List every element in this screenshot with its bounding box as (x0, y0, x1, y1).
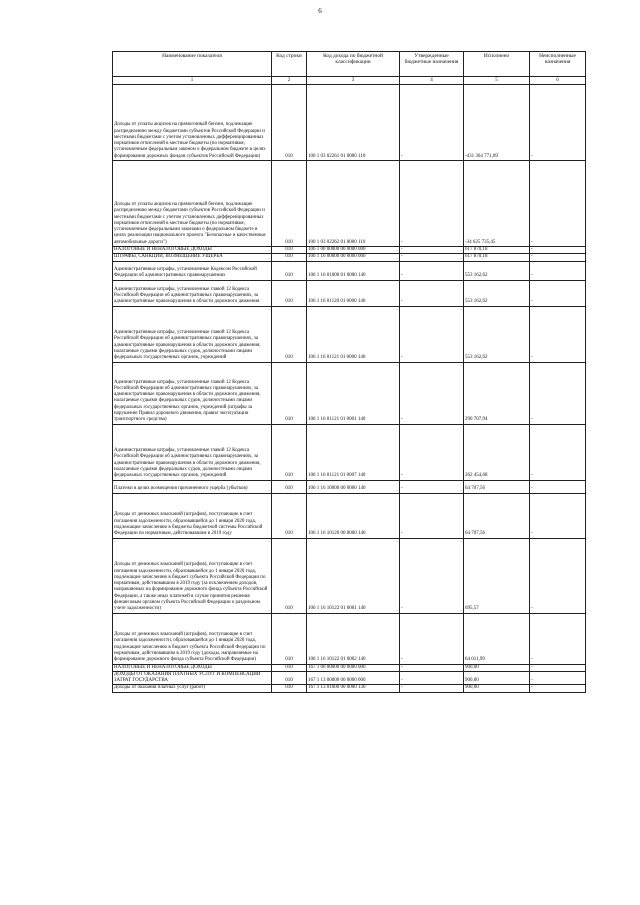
row-name: Доходы от денежных взысканий (штрафов), поступающие в счет погашения задолженности, образовавшейся до 1 января 2020 года, подлежащие зачислению в бюджет субъекта Российской Федерации по нормативам, действовавшим в 2019 году (доходы, направляемые на формирование дорожного фонда субъекта Российской Федерации) (113, 613, 272, 664)
row-executed: 900,00 (464, 664, 530, 671)
row-unexecuted: - (530, 247, 586, 254)
row-executed: 617 870,18 (464, 247, 530, 254)
row-name: НАЛОГОВЫЕ И НЕНАЛОГОВЫЕ ДОХОДЫ (113, 664, 272, 671)
row-approved: - (400, 161, 464, 247)
row-line-code: 010 (272, 280, 307, 306)
row-executed: 900,00 (464, 685, 530, 692)
row-approved: - (400, 493, 464, 538)
column-number: 5 (464, 77, 530, 85)
row-unexecuted: - (530, 261, 586, 280)
row-executed: 290 707,94 (464, 362, 530, 424)
row-name: Доходы от уплаты акцизов на прямогонный бензин, подлежащие распределению между бюджетами субъектов Российской Федерации и местными бюджетами с учетом установленных дифференцированных нормативов отчислений в местные бюджеты (по нормативам, установленным федеральным законом о федеральном бюджете в целях формирования дорожных фондов субъектов Российской Федерации) (113, 85, 272, 161)
table-row (113, 664, 586, 671)
header-unexecuted: Неисполненные назначения (530, 52, 586, 77)
row-name: Административные штрафы, установленные Кодексом Российской Федерации об административных правонарушениях (113, 261, 272, 280)
row-line-code: 010 (272, 362, 307, 424)
row-line-code: 010 (272, 613, 307, 664)
row-unexecuted: - (530, 480, 586, 493)
row-income-code: 106 1 16 10120 00 0000 140 (307, 493, 400, 538)
column-number: 2 (272, 77, 307, 85)
row-approved: - (400, 85, 464, 161)
row-line-code: 010 (272, 306, 307, 362)
table-row (113, 480, 586, 493)
row-line-code: 010 (272, 261, 307, 280)
header-income-code: Код дохода по бюджетной классификации (307, 52, 400, 77)
row-income-code: 106 1 16 01121 01 0001 140 (307, 362, 400, 424)
row-name: НАЛОГОВЫЕ И НЕНАЛОГОВЫЕ ДОХОДЫ (113, 247, 272, 254)
row-approved: - (400, 247, 464, 254)
row-income-code: 167 1 13 01000 00 0000 130 (307, 685, 400, 692)
row-name: Доходы от уплаты акцизов на прямогонный бензин, подлежащие распределению между бюджетами субъектов Российской Федерации и местными бюджетами с учетом установленных дифференцированных нормативов отчислений в местные бюджеты (по нормативам, установленным федеральными законами о федеральном бюджете в целях реализации национального проекта "Безопасные и качественные автомобильные дороги") (113, 161, 272, 247)
row-unexecuted: - (530, 254, 586, 261)
table-row (113, 261, 586, 280)
row-name: Доходы от денежных взысканий (штрафов), поступающие в счет погашения задолженности, образовавшейся до 1 января 2020 года, подлежащие зачислению в бюджет субъекта Российской Федерации по нормативам, действовавшим в 2019 году (за исключением доходов, направляемых на формирование дорожного фонда субъекта Российской Федерации, а также иных платежей в случае принятия решения финансовым органом субъекта Российской Федерации о раздельном учете задолженности) (113, 538, 272, 613)
page-number: 6 (318, 7, 322, 15)
row-unexecuted: - (530, 280, 586, 306)
row-income-code: 106 1 16 01000 01 0000 140 (307, 261, 400, 280)
row-approved: - (400, 480, 464, 493)
header-executed: Исполнено (464, 52, 530, 77)
row-unexecuted: - (530, 493, 586, 538)
row-executed: 553 162,62 (464, 261, 530, 280)
table-row (113, 613, 586, 664)
row-approved: - (400, 664, 464, 671)
row-income-code: 167 1 00 00000 00 0000 000 (307, 664, 400, 671)
row-unexecuted: - (530, 424, 586, 480)
row-unexecuted: - (530, 362, 586, 424)
row-executed: 553 162,62 (464, 306, 530, 362)
table-row (113, 247, 586, 254)
row-income-code: 106 1 00 00000 00 0000 000 (307, 247, 400, 254)
row-line-code: 010 (272, 671, 307, 685)
row-executed: 553 162,62 (464, 280, 530, 306)
row-income-code: 100 1 03 02262 01 0000 110 (307, 161, 400, 247)
row-executed: 900,00 (464, 671, 530, 685)
table-row (113, 493, 586, 538)
row-line-code: 010 (272, 538, 307, 613)
row-line-code: 010 (272, 480, 307, 493)
row-income-code: 106 1 16 10122 01 0002 140 (307, 613, 400, 664)
table-row (113, 685, 586, 692)
row-name: Административные штрафы, установленные главой 12 Кодекса Российской Федерации об административных правонарушениях, за административные правонарушения в области дорожного движения, налагаемые судьями федеральных судов, должностными лицами федеральных государственных органов, учреждений (113, 306, 272, 362)
income-report-table (112, 51, 586, 693)
table-row (113, 161, 586, 247)
row-approved: - (400, 261, 464, 280)
row-name: ДОХОДЫ ОТ ОКАЗАНИЯ ПЛАТНЫХ УСЛУГ И КОМПЕНСАЦИИ ЗАТРАТ ГОСУДАРСТВА (113, 671, 272, 685)
column-number: 6 (530, 77, 586, 85)
table-row (113, 306, 586, 362)
row-executed: 64 707,56 (464, 480, 530, 493)
row-line-code: 010 (272, 247, 307, 254)
column-number: 3 (307, 77, 400, 85)
row-executed: 64 707,56 (464, 493, 530, 538)
table-row (113, 424, 586, 480)
row-line-code: 010 (272, 161, 307, 247)
row-income-code: 167 1 13 00000 00 0000 000 (307, 671, 400, 685)
row-line-code: 010 (272, 254, 307, 261)
row-unexecuted: - (530, 538, 586, 613)
row-unexecuted: - (530, 671, 586, 685)
row-executed: 262 454,68 (464, 424, 530, 480)
table-row (113, 671, 586, 685)
row-unexecuted: - (530, 685, 586, 692)
row-executed: -34 625 735,45 (464, 161, 530, 247)
row-name: Платежи в целях возмещения причиненного ущерба (убытков) (113, 480, 272, 493)
table-row (113, 85, 586, 161)
row-income-code: 106 1 16 10122 01 0001 140 (307, 538, 400, 613)
row-approved: - (400, 613, 464, 664)
row-unexecuted: - (530, 85, 586, 161)
row-approved: - (400, 254, 464, 261)
row-executed: -431 364 771,09 (464, 85, 530, 161)
row-income-code: 100 1 03 02261 01 0000 110 (307, 85, 400, 161)
row-line-code: 010 (272, 664, 307, 671)
row-line-code: 010 (272, 493, 307, 538)
row-unexecuted: - (530, 613, 586, 664)
row-name: Доходы от оказания платных услуг (работ) (113, 685, 272, 692)
row-approved: - (400, 362, 464, 424)
row-name: ШТРАФЫ, САНКЦИИ, ВОЗМЕЩЕНИЕ УЩЕРБА (113, 254, 272, 261)
column-numbers-row (113, 77, 586, 85)
row-approved: - (400, 306, 464, 362)
column-number: 1 (113, 77, 272, 85)
column-number: 4 (400, 77, 464, 85)
row-name: Административные штрафы, установленные главой 12 Кодекса Российской Федерации об административных правонарушениях, за административные правонарушения в области дорожного движения (113, 280, 272, 306)
row-income-code: 106 1 16 01120 01 0000 140 (307, 280, 400, 306)
row-executed: 617 870,18 (464, 254, 530, 261)
header-row (113, 52, 586, 77)
row-approved: - (400, 671, 464, 685)
row-unexecuted: - (530, 161, 586, 247)
row-unexecuted: - (530, 664, 586, 671)
row-approved: - (400, 280, 464, 306)
header-line-code: Код строки (272, 52, 307, 77)
row-line-code: 010 (272, 85, 307, 161)
table-row (113, 254, 586, 261)
row-approved: - (400, 424, 464, 480)
row-executed: 64 011,99 (464, 613, 530, 664)
row-income-code: 106 1 16 00000 00 0000 000 (307, 254, 400, 261)
header-name: Наименование показателя (113, 52, 272, 77)
header-approved: Утвержденные бюджетные назначения (400, 52, 464, 77)
row-name: Административные штрафы, установленные главой 12 Кодекса Российской Федерации об административных правонарушениях, за административные правонарушения в области дорожного движения, налагаемые судьями федеральных судов, должностными лицами федеральных государственных органов, учреждений (штрафы за нарушение Правил дорожного движения, правил эксплуатации транспортного средства) (113, 362, 272, 424)
table-row (113, 280, 586, 306)
row-unexecuted: - (530, 306, 586, 362)
row-income-code: 106 1 16 01121 01 0000 140 (307, 306, 400, 362)
row-approved: - (400, 538, 464, 613)
row-income-code: 106 1 16 10000 00 0000 140 (307, 480, 400, 493)
table-row (113, 362, 586, 424)
row-line-code: 010 (272, 424, 307, 480)
table-row (113, 538, 586, 613)
row-line-code: 010 (272, 685, 307, 692)
row-income-code: 106 1 16 01121 01 0007 140 (307, 424, 400, 480)
row-name: Доходы от денежных взысканий (штрафов), поступающие в счет погашения задолженности, образовавшейся до 1 января 2020 года, подлежащие зачислению в бюджеты бюджетной системы Российской Федерации по нормативам, действовавшим в 2019 году (113, 493, 272, 538)
row-name: Административные штрафы, установленные главой 12 Кодекса Российской Федерации об административных правонарушениях, за административные правонарушения в области дорожного движения, налагаемые судьями федеральных судов, должностными лицами федеральных государственных органов, учреждений (113, 424, 272, 480)
row-executed: 695,57 (464, 538, 530, 613)
row-approved: - (400, 685, 464, 692)
